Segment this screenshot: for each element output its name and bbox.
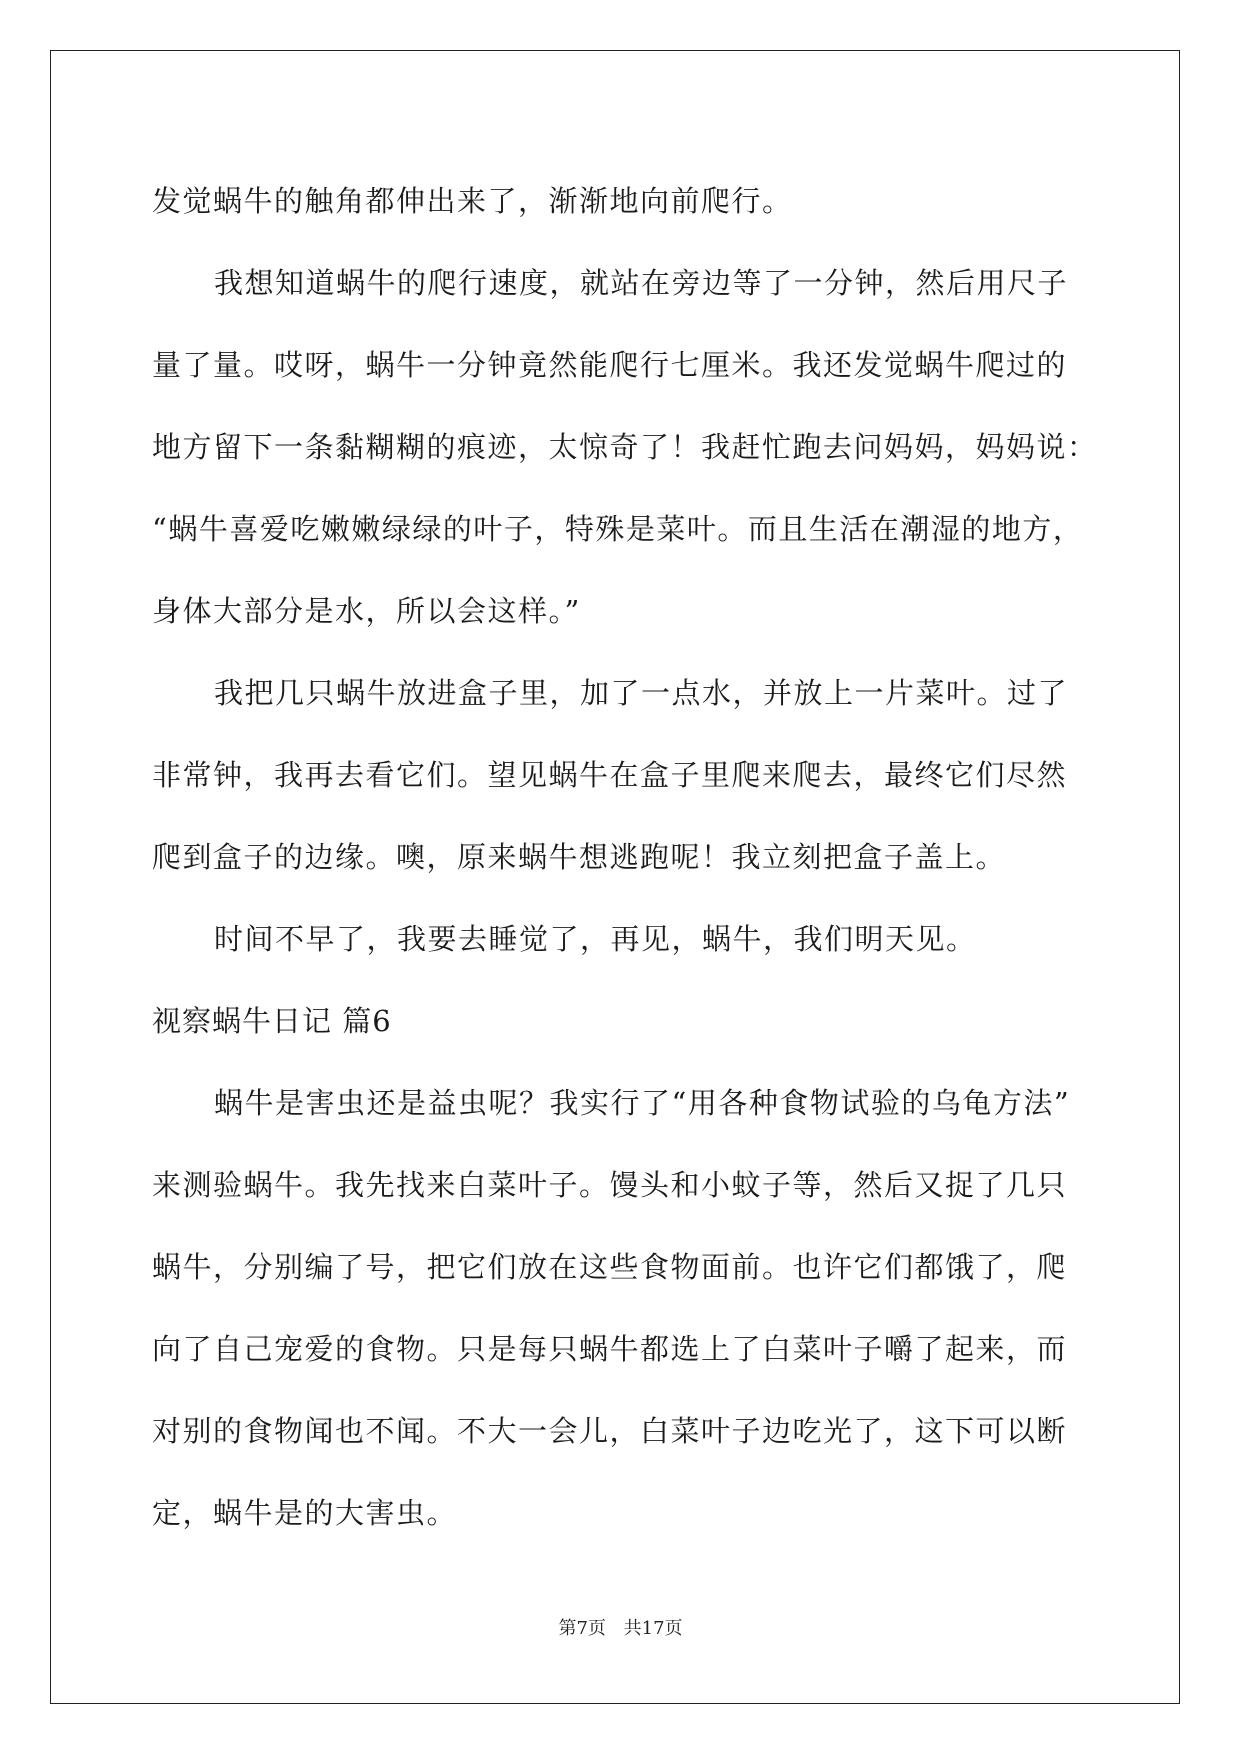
page-footer xyxy=(0,1614,1241,1640)
paragraph-line: 发觉蜗牛的触角都伸出来了，渐渐地向前爬行。 xyxy=(152,184,793,218)
paragraph-line: 对别的食物闻也不闻。不大一会儿，白菜叶子边吃光了，这下可以断 xyxy=(152,1414,1068,1448)
paragraph-line: 时间不早了，我要去睡觉了，再见，蜗牛，我们明天见。 xyxy=(214,922,977,956)
paragraph-line: 非常钟，我再去看它们。望见蜗牛在盒子里爬来爬去，最终它们尽然 xyxy=(152,758,1068,792)
paragraph-line: 定，蜗牛是的大害虫。 xyxy=(152,1496,458,1530)
paragraph-line: 向了自己宠爱的食物。只是每只蜗牛都选上了白菜叶子嚼了起来，而 xyxy=(152,1332,1068,1366)
paragraph-line: 爬到盒子的边缘。噢，原来蜗牛想逃跑呢！我立刻把盒子盖上。 xyxy=(152,840,1007,874)
paragraph-line: “蜗牛喜爱吃嫩嫩绿绿的叶子，特殊是菜叶。而且生活在潮湿的地方， xyxy=(152,512,1084,546)
paragraph-line: 来测验蜗牛。我先找来白菜叶子。馒头和小蚊子等，然后又捉了几只 xyxy=(152,1168,1068,1202)
page-total: 共17页 xyxy=(623,1618,683,1639)
paragraph-line: 地方留下一条黏糊糊的痕迹，太惊奇了！我赶忙跑去问妈妈，妈妈说： xyxy=(152,430,1098,464)
paragraph-line: 蜗牛，分别编了号，把它们放在这些食物面前。也许它们都饿了，爬 xyxy=(152,1250,1068,1284)
document-body xyxy=(152,160,1098,1554)
paragraph-line: 蜗牛是害虫还是益虫呢？我实行了“用各种食物试验的乌龟方法” xyxy=(214,1086,1071,1120)
paragraph-line: 我把几只蜗牛放进盒子里，加了一点水，并放上一片菜叶。过了 xyxy=(214,676,1069,710)
page-number: 第7页 xyxy=(558,1618,606,1639)
paragraph-line: 我想知道蜗牛的爬行速度，就站在旁边等了一分钟，然后用尺子 xyxy=(214,266,1069,300)
paragraph-line: 量了量。哎呀，蜗牛一分钟竟然能爬行七厘米。我还发觉蜗牛爬过的 xyxy=(152,348,1068,382)
paragraph-line: 身体大部分是水，所以会这样。” xyxy=(152,594,581,628)
section-title: 视察蜗牛日记 篇6 xyxy=(152,1004,392,1038)
